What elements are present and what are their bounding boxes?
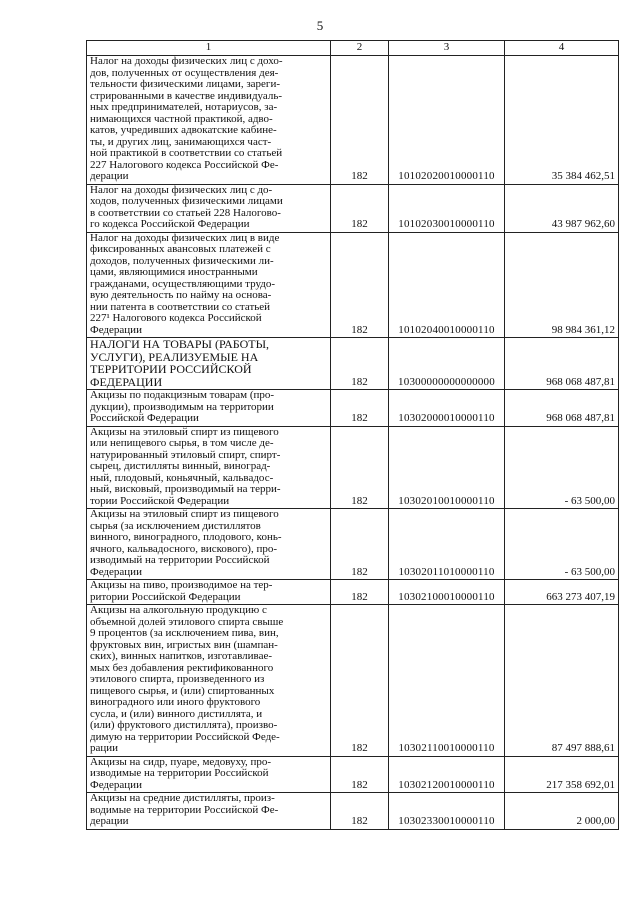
description-line: ячного, кальвадосного, вискового), про- — [90, 542, 278, 555]
description-line: мых без добавления ректификованного — [90, 661, 274, 674]
description-line: изводимые на территории Российской — [90, 767, 269, 779]
description-line: водимые на территории Российской Фе- — [90, 803, 279, 816]
row-admin-code: 182 — [331, 232, 389, 338]
description-line: ских), винных напитков, изготавливае- — [90, 650, 273, 662]
row-budget-code: 10300000000000000 — [389, 338, 505, 390]
description-line: пищевого сырья, и (или) спиртованных — [90, 684, 275, 697]
row-budget-code: 10302100010000110 — [389, 580, 505, 605]
description-line: этилового спирта, произведенного из — [90, 673, 265, 685]
description-line: Акцизы на алкогольную продукцию с — [90, 604, 267, 616]
description-line: УСЛУГИ), РЕАЛИЗУЕМЫЕ НА — [90, 349, 259, 364]
row-description — [87, 793, 331, 830]
description-line: или непищевого сырья, в том числе де- — [90, 437, 274, 449]
row-admin-code: 182 — [331, 56, 389, 185]
header-col-2: 2 — [331, 41, 389, 56]
table-row — [87, 184, 619, 232]
row-admin-code: 182 — [331, 338, 389, 390]
description-line: Налог на доходы физических лиц в виде — [90, 231, 280, 244]
description-line: объемной долей этилового спирта свыше — [90, 615, 284, 628]
row-budget-code: 10102040010000110 — [389, 232, 505, 338]
row-budget-code: 10302110010000110 — [389, 605, 505, 757]
row-admin-code: 182 — [331, 605, 389, 757]
description-line: тории Российской Федерации — [90, 494, 230, 507]
description-line: доходов, полученных физическими ли- — [90, 254, 274, 267]
description-line: рации — [90, 742, 119, 754]
description-line: гражданами, осуществляющими трудо- — [90, 277, 276, 290]
row-admin-code: 182 — [331, 184, 389, 232]
table-row — [87, 56, 619, 185]
row-description — [87, 509, 331, 580]
description-line: Акцизы по подакцизным товарам (про- — [90, 389, 275, 401]
description-line: го кодекса Российской Федерации — [90, 218, 250, 230]
row-budget-code: 10302120010000110 — [389, 756, 505, 793]
description-line: ный, висковый, производимый на терри- — [90, 483, 281, 495]
row-admin-code: 182 — [331, 793, 389, 830]
description-line: сырья (за исключением дистиллятов — [90, 519, 261, 532]
page-number: 5 — [316, 18, 324, 33]
description-line: дерации — [90, 170, 129, 182]
row-description — [87, 390, 331, 427]
description-line: дукции), производимым на территории — [90, 400, 274, 413]
description-line: (или) фруктового дистиллята), произво- — [90, 719, 278, 731]
row-admin-code: 182 — [331, 509, 389, 580]
row-budget-code: 10302330010000110 — [389, 793, 505, 830]
row-budget-code: 10302011010000110 — [389, 509, 505, 580]
row-admin-code: 182 — [331, 426, 389, 509]
header-col-1: 1 — [87, 41, 331, 56]
description-line: винного, виноградного, плодового, конь- — [90, 531, 282, 543]
description-line: Федерации — [90, 778, 142, 791]
description-line: НАЛОГИ НА ТОВАРЫ (РАБОТЫ, — [90, 337, 270, 351]
description-line: нимающихся частной практикой, адво- — [90, 112, 273, 125]
description-line: Акцизы на пиво, производимое на тер- — [90, 579, 273, 591]
row-amount: 2 000,00 — [505, 793, 619, 830]
description-line: ритории Российской Федерации — [90, 590, 241, 603]
row-amount: 87 497 888,61 — [505, 605, 619, 757]
description-line: в соответствии со статьей 228 Налогово- — [90, 206, 281, 219]
description-line: Акцизы на этиловый спирт из пищевого — [90, 425, 279, 438]
description-line: ты, и других лиц, занимающихся част- — [90, 135, 272, 148]
table-row — [87, 338, 619, 390]
description-line: нии патента в соответствии со статьей — [90, 300, 271, 313]
row-description — [87, 184, 331, 232]
description-line: ный, плодовый, коньячный, кальвадос- — [90, 471, 274, 484]
description-line: Акцизы на средние дистилляты, произ- — [90, 792, 275, 804]
table-row — [87, 390, 619, 427]
description-line: стрированными в качестве индивидуаль- — [90, 89, 283, 102]
header-col-3: 3 — [389, 41, 505, 56]
row-budget-code: 10302010010000110 — [389, 426, 505, 509]
description-line: дов, полученных от осуществления дея- — [90, 66, 279, 79]
description-line: Российской Федерации — [90, 412, 199, 424]
description-line: цами, являющимися иностранными — [90, 266, 258, 278]
description-line: Федерации — [90, 565, 142, 578]
description-line: Акцизы на сидр, пуаре, медовуху, про- — [90, 755, 272, 768]
row-amount: 43 987 962,60 — [505, 184, 619, 232]
description-line: ных предпринимателей, нотариусов, за- — [90, 101, 278, 113]
row-description — [87, 56, 331, 185]
description-line: виноградного или иного фруктового — [90, 696, 261, 708]
row-admin-code: 182 — [331, 756, 389, 793]
table-row — [87, 793, 619, 830]
description-line: ной практикой в соответствии со статьей — [90, 147, 283, 159]
row-amount: 98 984 361,12 — [505, 232, 619, 338]
description-line: изводимый на территории Российской — [90, 554, 270, 566]
row-admin-code: 182 — [331, 390, 389, 427]
description-line: вую деятельность по найму на основа- — [90, 289, 272, 301]
table-row — [87, 509, 619, 580]
description-line: тельности физическими лицами, зареги- — [90, 78, 280, 90]
row-amount: 968 068 487,81 — [505, 338, 619, 390]
description-line: катов, учредивших адвокатские кабине- — [90, 124, 277, 136]
row-budget-code: 10102020010000110 — [389, 56, 505, 185]
description-line: димую на территории Российской Феде- — [90, 730, 280, 743]
row-budget-code: 10302000010000110 — [389, 390, 505, 427]
table-row — [87, 580, 619, 605]
revenue-table — [86, 40, 619, 830]
row-description — [87, 338, 331, 390]
row-budget-code: 10102030010000110 — [389, 184, 505, 232]
description-line: 227¹ Налогового кодекса Российской — [90, 312, 262, 324]
row-admin-code: 182 — [331, 580, 389, 605]
table-row — [87, 232, 619, 338]
row-description — [87, 426, 331, 509]
description-line: ФЕДЕРАЦИИ — [90, 374, 163, 389]
row-amount: - 63 500,00 — [505, 426, 619, 509]
description-line: Налог на доходы физических лиц с до- — [90, 183, 273, 196]
description-line: фиксированных авансовых платежей с — [90, 243, 271, 255]
description-line: фруктовых вин, игристых вин (шампан- — [90, 638, 278, 651]
description-line: Налог на доходы физических лиц с дохо- — [90, 55, 283, 67]
header-col-4: 4 — [505, 41, 619, 56]
description-line: натурированный этиловый спирт, спирт- — [90, 448, 281, 461]
table-row — [87, 426, 619, 509]
row-amount: 663 273 407,19 — [505, 580, 619, 605]
row-amount: 968 068 487,81 — [505, 390, 619, 427]
description-line: сусла, и (или) винного дистиллята, и — [90, 707, 263, 720]
table-header-row — [87, 41, 619, 56]
description-line: сырец, дистилляты винный, виноград- — [90, 460, 271, 472]
description-line: ТЕРРИТОРИИ РОССИЙСКОЙ — [90, 362, 252, 376]
row-description — [87, 580, 331, 605]
row-amount: 35 384 462,51 — [505, 56, 619, 185]
table-row — [87, 605, 619, 757]
description-line: дерации — [90, 815, 129, 827]
row-description — [87, 605, 331, 757]
table-row — [87, 756, 619, 793]
description-line: 227 Налогового кодекса Российской Фе- — [90, 158, 279, 171]
row-description — [87, 232, 331, 338]
description-line: 9 процентов (за исключением пива, вин, — [90, 627, 279, 639]
row-description — [87, 756, 331, 793]
row-amount: 217 358 692,01 — [505, 756, 619, 793]
row-amount: - 63 500,00 — [505, 509, 619, 580]
description-line: Федерации — [90, 323, 142, 336]
description-line: Акцизы на этиловый спирт из пищевого — [90, 508, 279, 520]
description-line: ходов, полученных физическими лицами — [90, 195, 283, 207]
